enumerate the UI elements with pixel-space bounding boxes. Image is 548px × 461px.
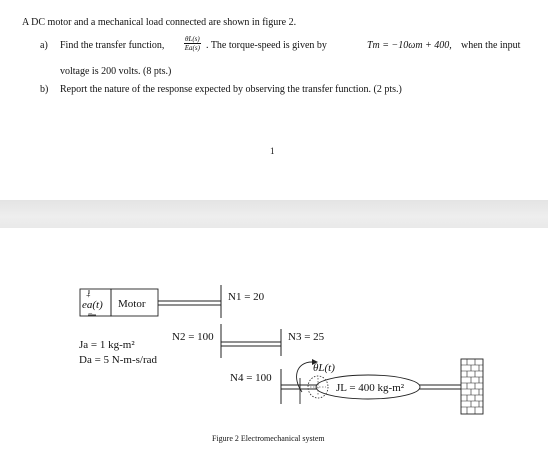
rotation-arrow bbox=[297, 362, 312, 392]
fraction-denominator: Ea(s) bbox=[184, 44, 200, 52]
n1-label: N1 = 20 bbox=[228, 291, 265, 303]
question-b-marker: b) bbox=[40, 84, 49, 95]
electromechanical-system-figure bbox=[0, 228, 548, 461]
jl-label: JL = 400 kg-m² bbox=[336, 382, 405, 394]
fraction-numerator: θL(s) bbox=[185, 35, 200, 43]
n3-label: N3 = 25 bbox=[288, 331, 325, 343]
da-label: Da = 5 N-m-s/rad bbox=[79, 354, 157, 366]
page-separator bbox=[0, 200, 548, 228]
ja-label: Ja = 1 kg-m² bbox=[79, 339, 135, 351]
transfer-function-fraction bbox=[184, 35, 201, 52]
motor-label: Motor bbox=[118, 298, 146, 310]
question-a-text: Find the transfer function, bbox=[60, 40, 165, 51]
source-minus-sign: − bbox=[88, 309, 93, 318]
document-page-1 bbox=[0, 0, 548, 200]
theta-l-label: θL(t) bbox=[313, 362, 335, 374]
page-number: 1 bbox=[270, 146, 275, 156]
intro-text: A DC motor and a mechanical load connected are shown in figure 2. bbox=[22, 17, 297, 28]
question-a-text-end: when the input bbox=[461, 40, 521, 51]
torque-speed-equation: Tm = −10ωm + 400, bbox=[367, 40, 452, 51]
fixed-wall bbox=[461, 359, 483, 414]
figure-caption: Figure 2 Electromechanical system bbox=[212, 434, 325, 443]
question-a-text-mid: . The torque-speed is given by bbox=[206, 40, 327, 51]
question-b-text: Report the nature of the response expected by observing the transfer function. (2 pts.) bbox=[60, 84, 402, 95]
n4-label: N4 = 100 bbox=[230, 372, 272, 384]
source-voltage-label: ea(t) bbox=[82, 299, 103, 311]
question-a-line2: voltage is 200 volts. (8 pts.) bbox=[60, 66, 172, 77]
question-a-marker: a) bbox=[40, 40, 48, 51]
source-plus-sign: + bbox=[86, 291, 91, 300]
document-page-2 bbox=[0, 228, 548, 461]
n2-label: N2 = 100 bbox=[172, 331, 214, 343]
